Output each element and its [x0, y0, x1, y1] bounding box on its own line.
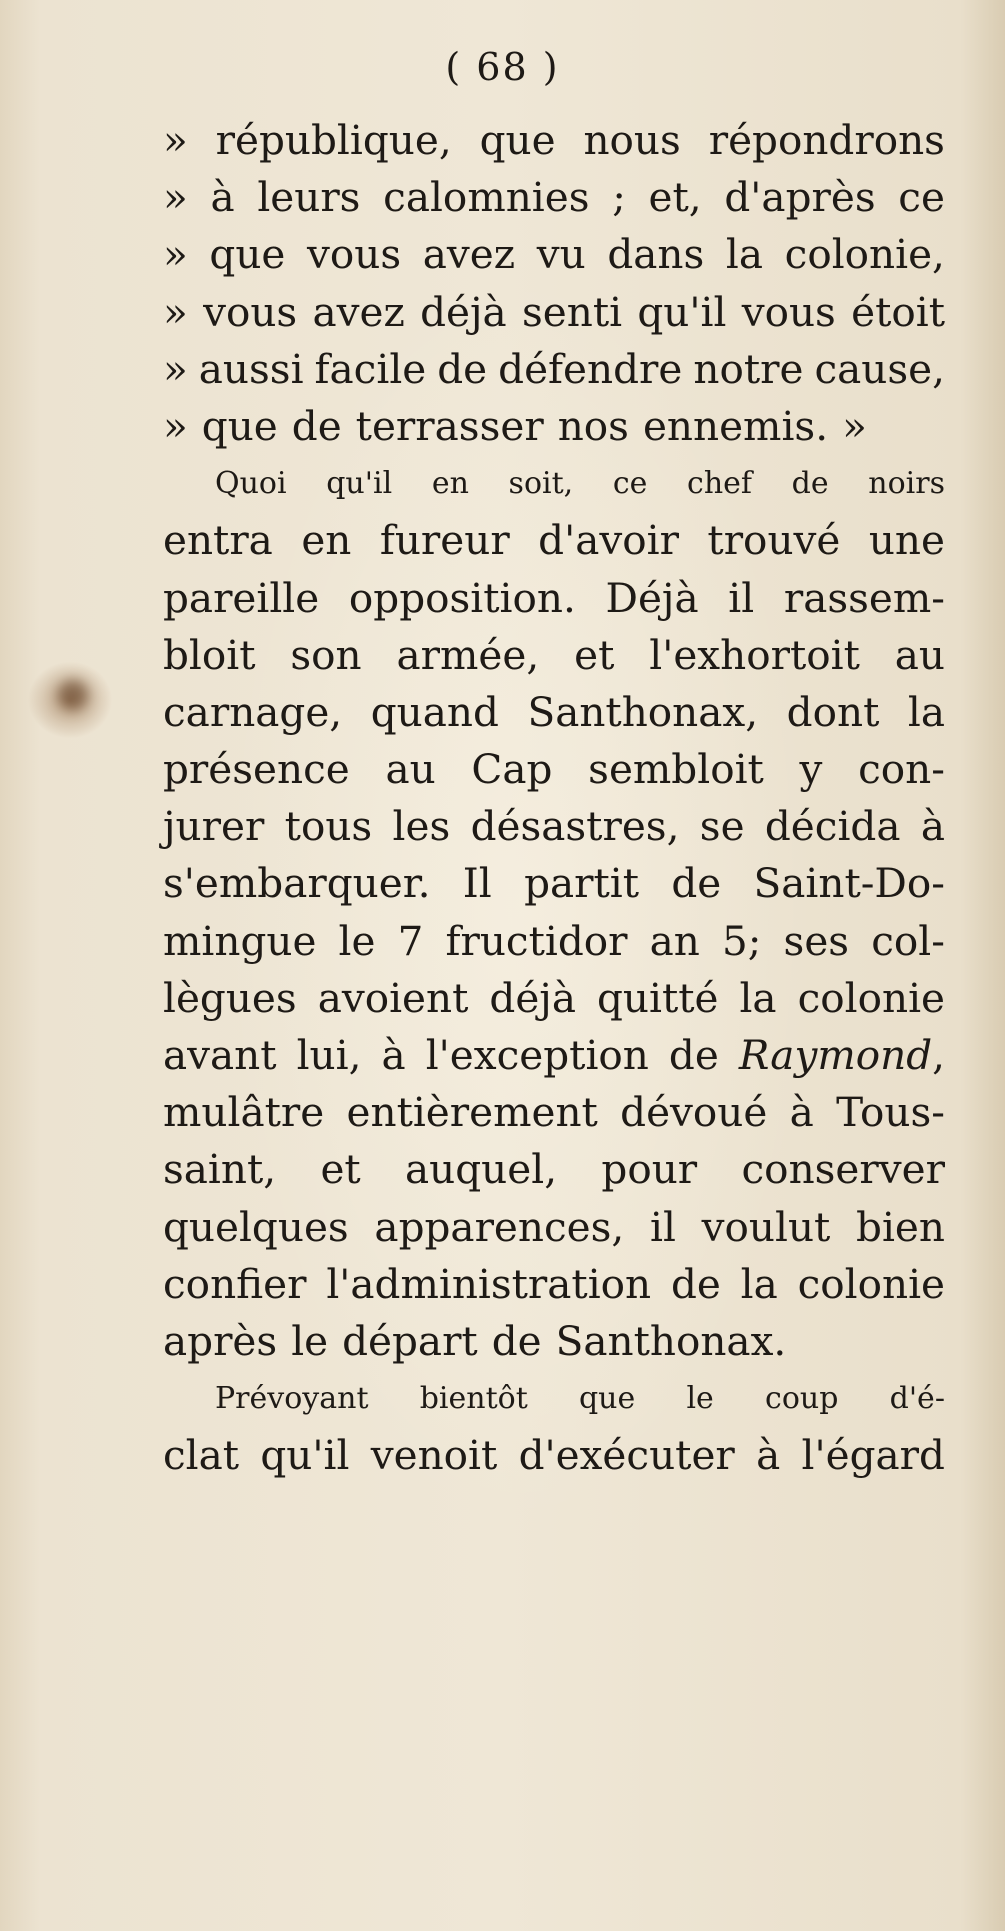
text-line: mingue le 7 fructidor an 5; ses col-	[163, 916, 945, 965]
text-line: jurer tous les désastres, se décida à	[163, 802, 945, 851]
page-number: ( 68 )	[445, 45, 560, 89]
text-line: clat qu'il venoit d'exécuter à l'égard	[163, 1431, 945, 1480]
text-line: pareille opposition. Déjà il rassem-	[163, 573, 945, 622]
text-line: présence au Cap sembloit y con-	[163, 745, 945, 794]
text-line: saint, et auquel, pour conserver	[163, 1145, 945, 1194]
text-line: après le départ de Santhonax.	[163, 1316, 787, 1365]
text-line: lègues avoient déjà quitté la colonie	[163, 973, 945, 1022]
text-line: » que vous avez vu dans la colonie,	[163, 230, 945, 279]
text-line: » que de terrasser nos ennemis. »	[163, 401, 867, 450]
text-line: carnage, quand Santhonax, dont la	[163, 687, 945, 736]
text-line: confier l'administration de la colonie	[163, 1259, 945, 1308]
text-line: mulâtre entièrement dévoué à Tous-	[163, 1088, 945, 1137]
paragraph-start-line: Prévoyant bientôt que le coup d'é-	[215, 1381, 945, 1417]
foxing-stain	[58, 680, 88, 710]
text-line: bloit son armée, et l'exhortoit au	[163, 630, 945, 679]
text-line: » aussi facile de défendre notre cause,	[163, 344, 945, 393]
text-line: avant lui, à l'exception de Raymond,	[163, 1031, 945, 1079]
paragraph-start-line: Quoi qu'il en soit, ce chef de noirs	[215, 466, 945, 502]
text-line: quelques apparences, il voulut bien	[163, 1202, 945, 1251]
text-line: s'embarquer. Il partit de Saint-Do-	[163, 859, 945, 908]
text-line: entra en fureur d'avoir trouvé une	[163, 516, 945, 565]
text-line: » à leurs calomnies ; et, d'après ce	[163, 173, 945, 222]
text-line: » république, que nous répondrons	[163, 116, 945, 164]
text-line: » vous avez déjà senti qu'il vous étoit	[163, 287, 945, 336]
body-text	[163, 112, 945, 1485]
